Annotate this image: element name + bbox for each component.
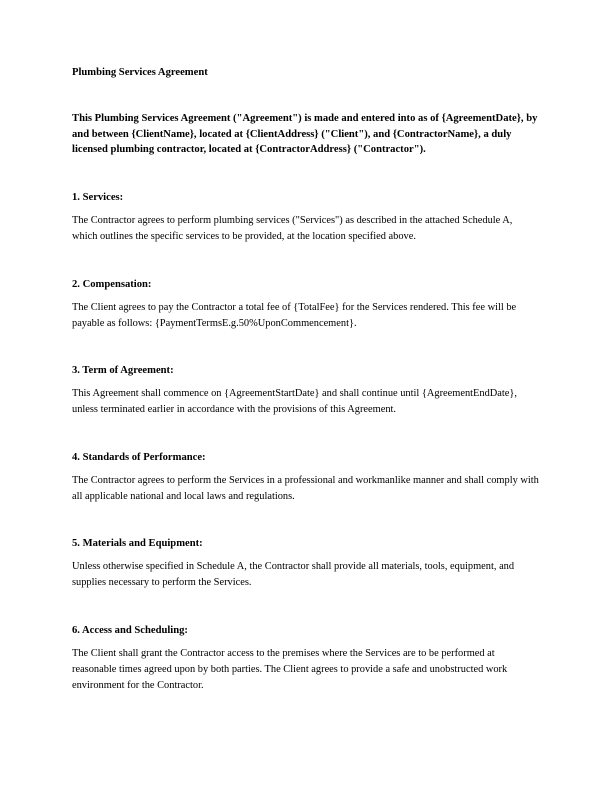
section-body: The Client agrees to pay the Contractor a total fee of {TotalFee} for the Services rendered. This fee will be payable as follows: {PaymentTermsE.g.50%UponCommencement}. — [72, 301, 517, 329]
section-heading: 4. Standards of Performance: — [72, 451, 206, 463]
section-access-and-scheduling — [72, 624, 540, 693]
section-term-of-agreement — [72, 364, 540, 418]
section-heading: 3. Term of Agreement: — [72, 365, 174, 377]
section-heading: 1. Services: — [72, 192, 124, 204]
document-page — [72, 66, 540, 726]
section-body: Unless otherwise specified in Schedule A, the Contractor shall provide all materials, tools, equipment, and supplies necessary to perform the Services. — [72, 561, 515, 589]
section-standards-of-performance — [72, 451, 540, 505]
section-body: The Contractor agrees to perform plumbing services ("Services") as described in the attached Schedule A, which outlines the specific services to be provided, at the location specified above. — [72, 215, 513, 242]
section-body: This Agreement shall commence on {AgreementStartDate} and shall continue until {AgreementEndDate}, unless terminated earlier in accordance with the provisions of this Agreement. — [72, 388, 517, 416]
section-compensation — [72, 278, 540, 332]
section-services — [72, 191, 540, 245]
section-heading: 5. Materials and Equipment: — [72, 538, 203, 550]
section-body: The Contractor agrees to perform the Services in a professional and workmanlike manner and shall comply with all applicable national and local laws and regulations. — [72, 474, 539, 502]
section-heading: 6. Access and Scheduling: — [72, 625, 188, 637]
section-body: The Client shall grant the Contractor access to the premises where the Services are to be performed at reasonable times agreed upon by both parties. The Client agrees to provide a safe and unobstructed work environment for the Contractor. — [72, 648, 508, 691]
section-heading: 2. Compensation: — [72, 278, 152, 290]
section-materials-and-equipment — [72, 537, 540, 591]
document-title: Plumbing Services Agreement — [72, 67, 208, 78]
intro-paragraph: This Plumbing Services Agreement ("Agreement") is made and entered into as of {AgreementDate}, by and between {ClientName}, located at {ClientAddress} ("Client"), and {ContractorName}, a duly licensed plumbing contractor, located at {ContractorAddress} ("Contractor"). — [72, 113, 538, 156]
